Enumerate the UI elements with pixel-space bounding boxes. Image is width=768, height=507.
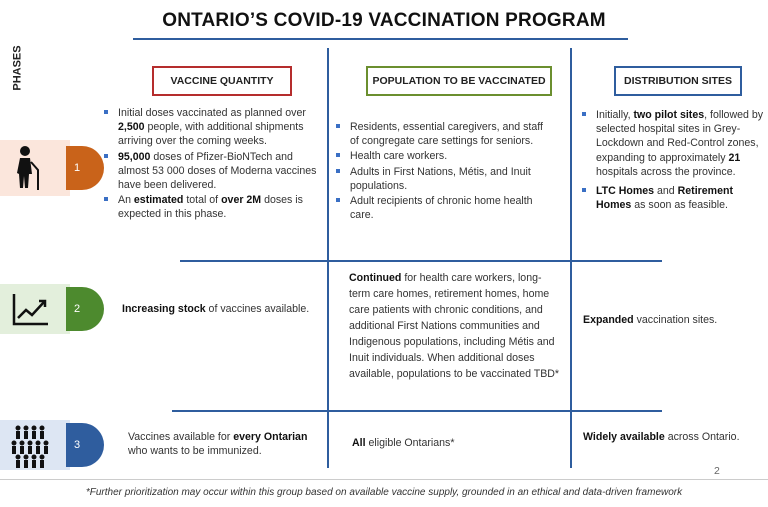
page-number: 2 bbox=[714, 465, 720, 477]
row-divider-1 bbox=[180, 260, 662, 262]
phase1-sites-item: LTC Homes and Retirement Homes as soon as feasible. bbox=[580, 184, 766, 212]
footer-divider bbox=[0, 479, 768, 480]
phase1-number: 1 bbox=[74, 162, 81, 174]
footnote: *Further prioritization may occur within this group based on available vaccine supply, grounded in an ethical and data-driven framework bbox=[85, 487, 683, 498]
phase1-population-item: Adult recipients of chronic home health care. bbox=[334, 194, 549, 222]
phase3-number: 3 bbox=[74, 439, 81, 451]
phase1-quantity bbox=[102, 106, 322, 223]
row-divider-2 bbox=[172, 410, 662, 412]
phase1-sites bbox=[580, 108, 766, 213]
trend-chart-icon bbox=[0, 284, 70, 334]
crowd-icon bbox=[0, 420, 70, 470]
elderly-person-icon bbox=[0, 140, 70, 196]
title-divider bbox=[133, 38, 628, 40]
phase2-badge bbox=[66, 287, 104, 331]
phase3-sites: Widely available across Ontario. bbox=[583, 431, 740, 443]
column-divider-1 bbox=[327, 48, 329, 468]
phase3-quantity: Vaccines available for every Ontarian who wants to be immunized. bbox=[128, 431, 308, 458]
phase1-quantity-item: An estimated total of over 2M doses is expected in this phase. bbox=[102, 193, 322, 221]
phase1-quantity-item: Initial doses vaccinated as planned over 2,500 people, with additional shipments arriving over the coming weeks. bbox=[102, 106, 322, 149]
phase1-population-item: Health care workers. bbox=[334, 149, 549, 163]
phase3-icon-box bbox=[0, 420, 70, 470]
phase1-population-item: Residents, essential caregivers, and staff of congregate care settings for seniors. bbox=[334, 120, 549, 148]
phase1-population bbox=[334, 120, 549, 223]
phase3-badge bbox=[66, 423, 104, 467]
phase1-badge bbox=[66, 146, 104, 190]
phase1-sites-item: Initially, two pilot sites, followed by selected hospital sites in Grey-Lockdown and Red-Control zones, expanding to approximately 21 hospitals across the province. bbox=[580, 108, 766, 179]
phase2-sites: Expanded vaccination sites. bbox=[583, 314, 718, 326]
phases-label: PHASES bbox=[11, 45, 24, 91]
phase1-population-item: Adults in First Nations, Métis, and Inuit populations. bbox=[334, 165, 549, 193]
phases-label-container bbox=[3, 45, 43, 91]
phase3-population: All eligible Ontarians* bbox=[352, 437, 455, 449]
column-divider-2 bbox=[570, 48, 572, 468]
phase1-quantity-item: 95,000 doses of Pfizer-BioNTech and almost 53 000 doses of Moderna vaccines have been delivered. bbox=[102, 150, 322, 193]
header-vaccine-quantity: VACCINE QUANTITY bbox=[152, 66, 292, 96]
header-distribution-sites: DISTRIBUTION SITES bbox=[614, 66, 742, 96]
page-title: ONTARIO’S COVID-19 VACCINATION PROGRAM bbox=[162, 10, 606, 31]
header-population: POPULATION TO BE VACCINATED bbox=[366, 66, 552, 96]
phase2-number: 2 bbox=[74, 303, 81, 315]
phase2-population: Continued for health care workers, long-term care homes, retirement homes, home care patients with chronic conditions, and additional First Nations communities and Indigenous populations, including Métis and Inuit individuals. When additional doses available, populations to be vaccinated TBD* bbox=[349, 272, 560, 380]
phase2-icon-box bbox=[0, 284, 70, 334]
phase2-quantity: Increasing stock of vaccines available. bbox=[122, 303, 310, 315]
phase1-icon-box bbox=[0, 140, 70, 196]
